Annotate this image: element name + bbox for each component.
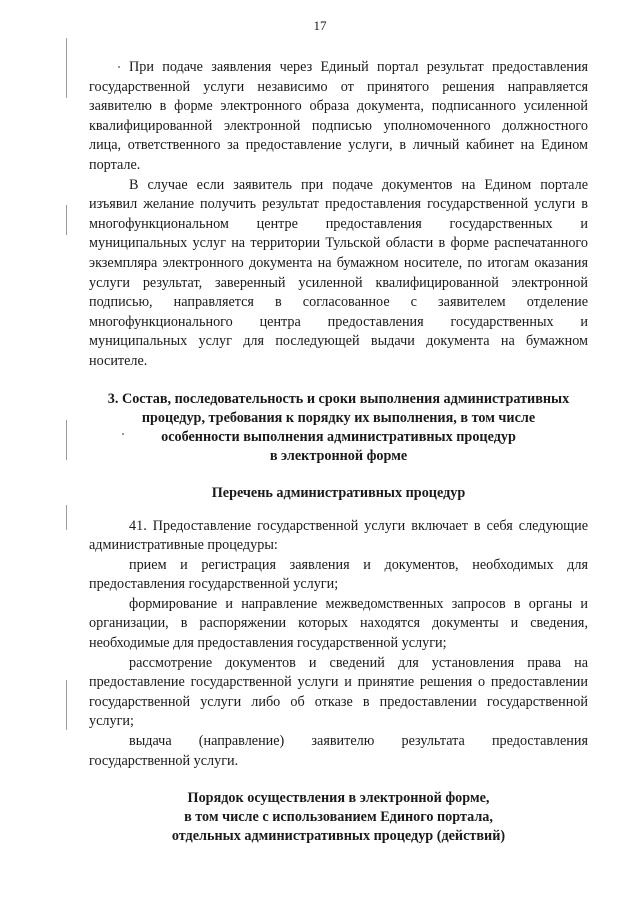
paragraph-mfc-result: В случае если заявитель при подаче документов на Едином портале изъявил желание получить результат предоставления государственной услуги в многофункциональном центре предоставления государственных и муниципальных услуг на территории Тульской области в форме распечатанного экземпляра электронного документа на бумажном носителе, по итогам оказания услуги результат, заверенный усиленной квалифицированной электронной подписью, направляется в согласованное с заявителем отделение многофункционального центра предоставления государственных и муниципальных услуг для последующей выдачи документа на бумажном носителе. [89,176,588,369]
document-body [89,58,588,846]
paragraph-portal-result: При подаче заявления через Единый портал результат предоставления государственной услуги независимо от принятого решения направляется заявителю в форме электронного образа документа, подписанного усиленной квалифицированной электронной подписью уполномоченного должностного лица, ответственного за предоставление услуги, в личный кабинет на Едином портале. [89,59,588,173]
section-heading-line: 3. Состав, последовательность и сроки выполнения административных [107,390,570,407]
paragraph-procedure-reception: прием и регистрация заявления и документов, необходимых для предоставления государственной услуги; [89,556,588,593]
paragraph-procedure-review: рассмотрение документов и сведений для установления права на предоставление государственной услуги и принятие решения о предоставлении государственной услуги либо об отказе в предоставлении государственной услуги; [89,654,588,730]
section-heading-line: процедур, требования к порядку их выполнения, в том числе [141,409,536,426]
scan-mark [66,38,67,98]
subheading-procedures: Перечень административных процедур [211,484,466,501]
subheading-electronic [89,789,588,846]
paragraph-procedure-requests: формирование и направление межведомственных запросов в органы и организации, в распоряжении которых находятся документы и сведения, необходимые для предоставления государственной услуги; [89,595,588,652]
page-number: 17 [313,18,327,33]
paragraph-item-41: 41. Предоставление государственной услуги включает в себя следующие административные процедуры: [89,517,588,554]
scan-mark [66,680,67,730]
paragraph-procedure-issuance: выдача (направление) заявителю результата предоставления государственной услуги. [89,733,588,769]
subheading-line: отдельных административных процедур (действий) [171,828,506,845]
section-heading-line: в электронной форме [269,447,408,464]
section-heading [89,390,588,466]
subheading-line: в том числе с использованием Единого портала, [184,809,493,826]
scan-mark [66,420,67,460]
scan-mark [66,205,67,235]
section-heading-line: особенности выполнения административных процедур [161,428,516,445]
subheading-line: Порядок осуществления в электронной форме, [187,790,490,807]
scan-mark [66,505,67,530]
